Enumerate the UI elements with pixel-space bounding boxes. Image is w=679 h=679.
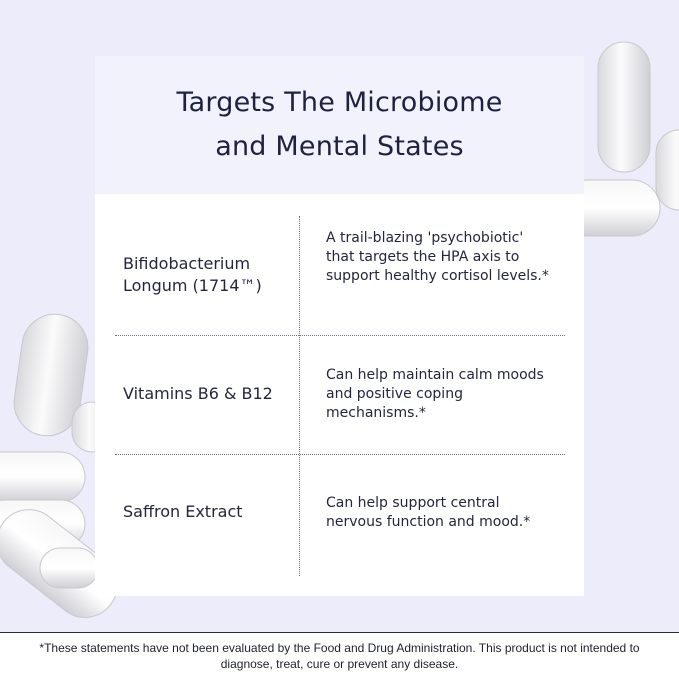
- vertical-divider: [299, 216, 300, 576]
- card-title-line-1: Targets The Microbiome: [176, 87, 503, 118]
- capsule-icon: [656, 130, 679, 210]
- card-title: [176, 81, 502, 169]
- ingredient-name-saffron: Saffron Extract: [123, 502, 243, 521]
- disclaimer-text: *These statements have not been evaluated by the Food and Drug Administration. This product is not intended to diagnose, treat, cure or prevent any disease.: [39, 641, 640, 671]
- card-header: [95, 56, 584, 194]
- card-title-line-2: and Mental States: [215, 131, 464, 162]
- ingredient-name-bifidobacterium: Bifidobacterium Longum (1714™): [123, 254, 262, 295]
- ingredient-description-bifidobacterium: A trail-blazing 'psychobiotic' that targets the HPA axis to support healthy cortisol levels.*: [326, 230, 549, 284]
- ingredient-description-vitamins: Can help maintain calm moods and positive coping mechanisms.*: [326, 367, 544, 421]
- capsule-icon: [598, 42, 650, 172]
- ingredient-name-vitamins: Vitamins B6 & B12: [123, 384, 273, 403]
- disclaimer-footer: [0, 632, 679, 679]
- horizontal-divider: [115, 335, 565, 336]
- capsule-icon: [0, 452, 85, 502]
- info-card: [95, 56, 584, 596]
- ingredient-description-saffron: Can help support central nervous function and mood.*: [326, 495, 531, 530]
- horizontal-divider: [115, 454, 565, 455]
- capsule-icon: [40, 548, 98, 588]
